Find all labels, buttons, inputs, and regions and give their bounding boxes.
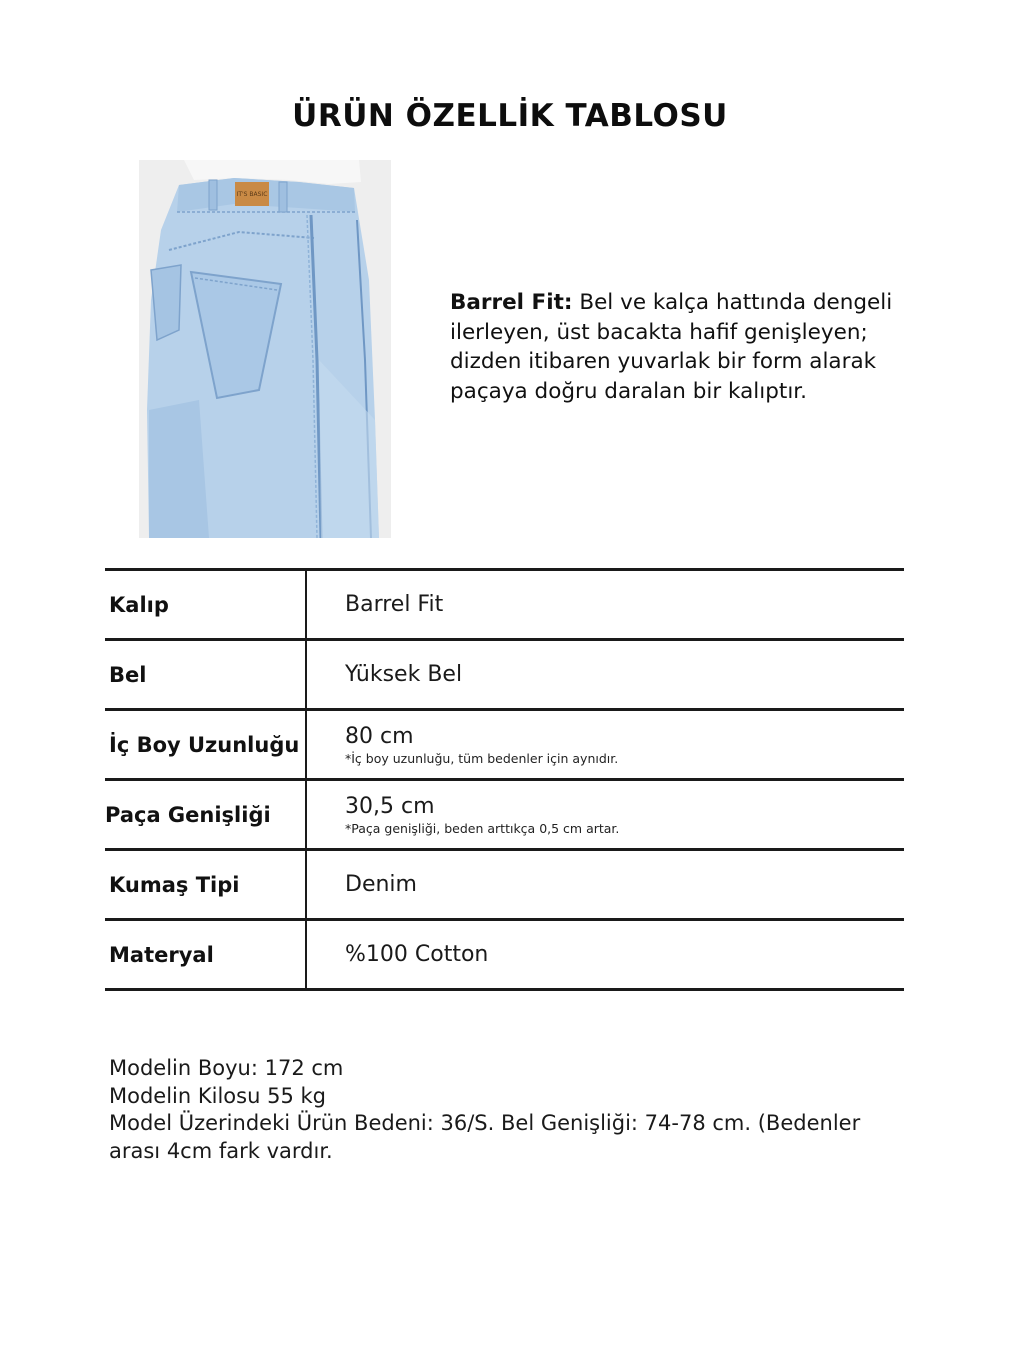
spec-row-paca [105,778,904,848]
fit-description-lead: Barrel Fit: [450,290,573,315]
fit-description [450,288,930,406]
spec-note: *İç boy uzunluğu, tüm bedenler için aynıdır. [345,750,619,766]
model-weight: Modelin Kilosu 55 kg [109,1083,326,1108]
page-title: ÜRÜN ÖZELLİK TABLOSU [292,98,728,134]
spec-value-cell [307,921,904,988]
spec-value-cell [307,781,904,848]
spec-row-kumas [105,848,904,918]
spec-note: *Paça genişliği, beden arttıkça 0,5 cm artar. [345,820,620,836]
spec-label: Kumaş Tipi [105,851,307,918]
model-size: Model Üzerindeki Ürün Bedeni: 36/S. Bel Genişliği: 74-78 cm. (Bedenler [109,1111,861,1135]
spec-label: Paça Genişliği [105,781,307,848]
spec-row-ic-boy [105,708,904,778]
product-image [139,160,391,538]
spec-value-cell [307,641,904,708]
spec-label: İç Boy Uzunluğu [105,711,307,778]
model-height: Modelin Boyu: 172 cm [109,1056,344,1080]
spec-value: %100 Cotton [345,941,489,967]
spec-label: Kalıp [105,571,307,638]
spec-value-cell [307,571,904,638]
spec-value: Barrel Fit [345,591,444,617]
spec-label: Bel [105,641,307,708]
svg-text:IT'S BASIC: IT'S BASIC [236,191,268,198]
model-size-note: arası 4cm fark vardır. [109,1138,333,1163]
spec-label: Materyal [105,921,307,988]
spec-row-materyal [105,918,904,991]
spec-value-cell [307,711,904,778]
denim-jeans-illustration [139,160,391,538]
spec-value: Yüksek Bel [345,661,463,687]
spec-table [105,568,904,991]
model-info [109,1055,909,1165]
spec-row-bel [105,638,904,708]
spec-value: 80 cm [345,723,414,749]
fit-description-text: Bel ve kalça hattında dengeli ilerleyen, üst bacakta hafif genişleyen; dizden itibaren yuvarlak bir form alarak paçaya doğru daralan bir kalıptır. [450,290,893,404]
spec-row-kalip [105,568,904,638]
spec-value-cell [307,851,904,918]
spec-value: Denim [345,871,417,897]
spec-value: 30,5 cm [345,793,435,819]
